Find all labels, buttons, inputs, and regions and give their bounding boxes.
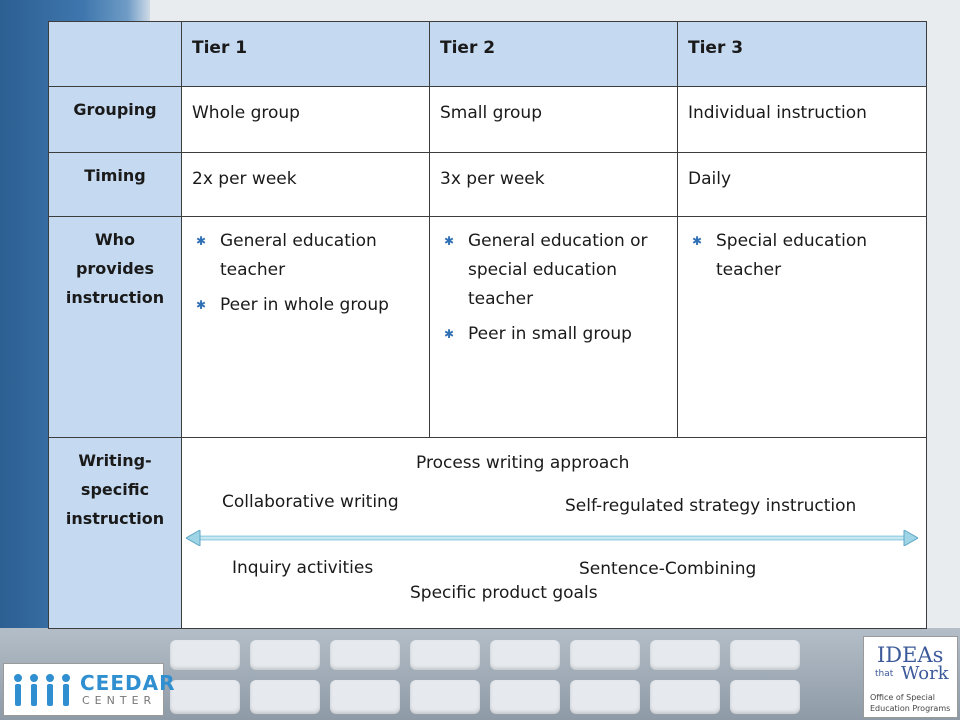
cell-who-tier-3 [678,217,927,438]
table-row-who-provides [49,217,927,438]
header-corner-cell [49,22,182,87]
star-bullet-icon: ✱ [692,234,703,248]
tier-comparison-table [48,21,927,629]
cell-grouping-tier-3: Individual instruction [678,87,927,153]
table-row-timing [49,153,927,217]
star-bullet-icon: ✱ [196,234,207,248]
cell-timing-tier-3: Daily [678,153,927,217]
header-tier-2: Tier 2 [430,22,678,87]
cell-writing-instruction-continuum [182,438,927,629]
ideas-that-work-logo [863,636,958,718]
label-inquiry-activities: Inquiry activities [232,558,374,578]
header-tier-3: Tier 3 [678,22,927,87]
table-header-row [49,22,927,87]
center-wordmark: CENTER [82,694,157,707]
ideas-wordmark: IDEAs [877,643,944,667]
table-row-grouping [49,87,927,153]
row-label-writing-specific-instruction: Writing- specific instruction [49,438,182,629]
ideas-caption-line-1: Office of Special [870,693,935,702]
label-self-regulated-strategy: Self-regulated strategy instruction [565,496,857,516]
row-label-grouping: Grouping [49,87,182,153]
label-sentence-combining: Sentence-Combining [579,559,757,579]
label-process-writing: Process writing approach [416,453,630,473]
star-bullet-icon: ✱ [444,234,455,248]
table-row-writing-specific [49,438,927,629]
label-specific-product-goals: Specific product goals [410,583,598,603]
cell-grouping-tier-2: Small group [430,87,678,153]
list-item: ✱ Special education teacher [686,227,918,285]
cell-timing-tier-2: 3x per week [430,153,678,217]
list-item: ✱ General education or special education teacher [438,227,669,314]
cell-who-tier-2 [430,217,678,438]
cell-timing-tier-1: 2x per week [182,153,430,217]
header-tier-1: Tier 1 [182,22,430,87]
star-bullet-icon: ✱ [444,327,455,341]
work-wordmark: Work [901,663,949,684]
double-arrow-icon [186,530,918,546]
that-wordmark: that [875,669,894,679]
star-bullet-icon: ✱ [196,298,207,312]
ceedar-wordmark: CEEDAR [80,671,176,695]
ceedar-center-logo [3,663,176,716]
row-label-who-provides-instruction: Who provides instruction [49,217,182,438]
people-icon [10,672,76,710]
ideas-caption-line-2: Education Programs [870,704,951,713]
cell-grouping-tier-1: Whole group [182,87,430,153]
list-item: ✱ Peer in small group [438,320,669,349]
cell-who-tier-1 [182,217,430,438]
row-label-timing: Timing [49,153,182,217]
list-item: ✱ General education teacher [190,227,421,285]
list-item: ✱ Peer in whole group [190,291,421,320]
label-collaborative-writing: Collaborative writing [222,492,399,512]
